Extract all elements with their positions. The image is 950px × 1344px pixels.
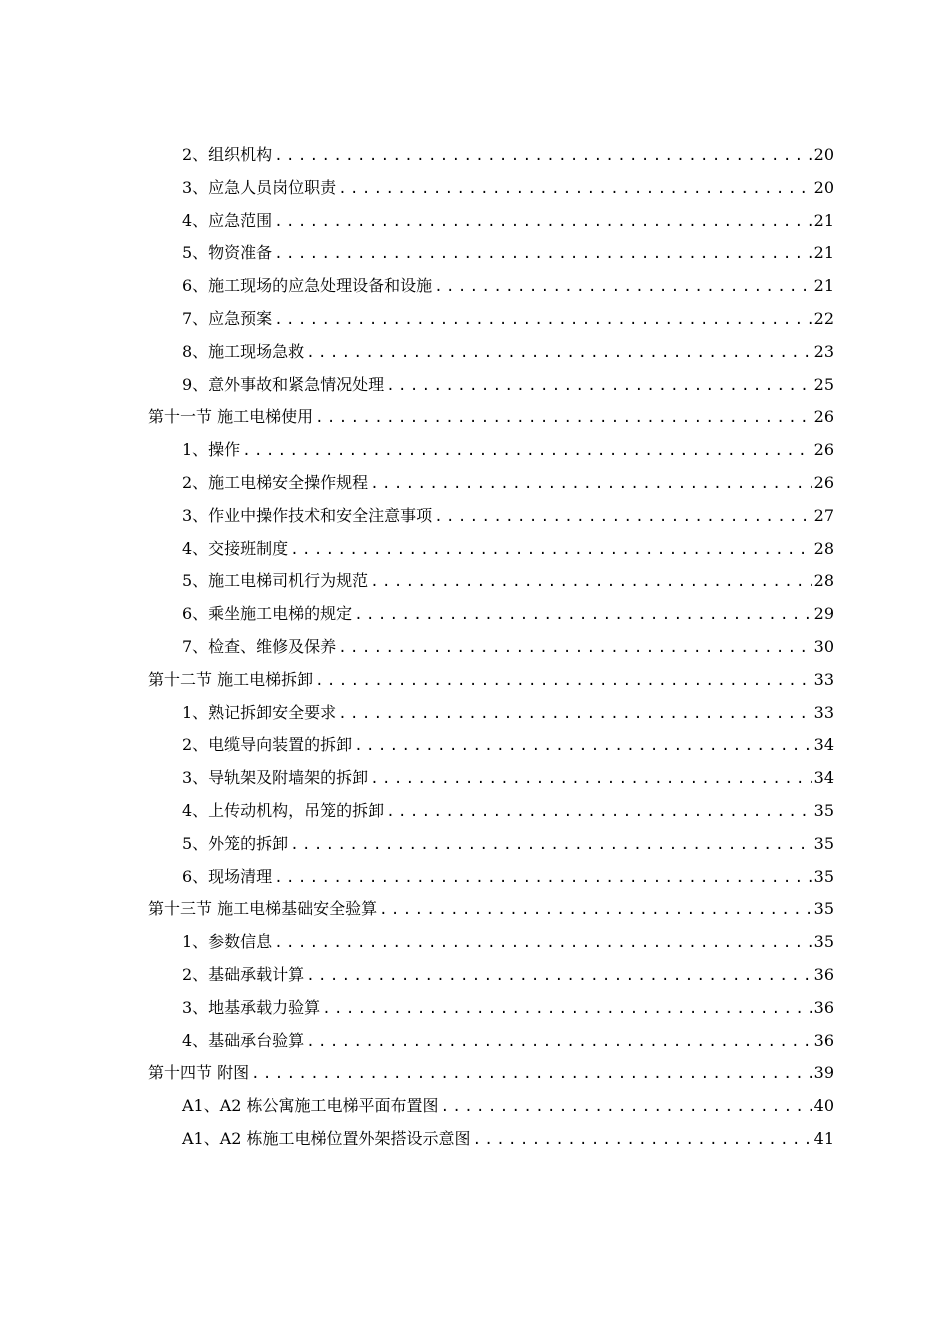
toc-page-number: 21 bbox=[813, 243, 834, 263]
toc-dot-leader bbox=[290, 829, 811, 861]
toc-dot-leader bbox=[274, 206, 811, 238]
toc-page-number: 36 bbox=[813, 1030, 834, 1050]
toc-page-number: 35 bbox=[813, 932, 834, 952]
toc-subsection-link[interactable] bbox=[148, 631, 834, 664]
toc-page-number: 23 bbox=[813, 341, 834, 361]
toc-page-number: 35 bbox=[813, 800, 834, 820]
toc-subsection-link[interactable] bbox=[148, 959, 834, 992]
toc-page-number: 20 bbox=[813, 145, 834, 164]
toc-entry-title: 第十二节 施工电梯拆卸 bbox=[148, 669, 314, 689]
toc-entry-title: 7、检查、维修及保养 bbox=[182, 636, 337, 656]
toc-entry-title: A1、A2 栋施工电梯位置外架搭设示意图 bbox=[182, 1128, 471, 1148]
toc-dot-leader bbox=[315, 402, 812, 434]
toc-subsection-link[interactable] bbox=[148, 237, 834, 270]
toc-entry-title: 7、应急预案 bbox=[182, 308, 273, 328]
toc-subsection-link[interactable] bbox=[148, 1090, 834, 1123]
toc-subsection-link[interactable] bbox=[148, 795, 834, 828]
toc-page-number: 35 bbox=[813, 899, 834, 919]
toc-dot-leader bbox=[274, 927, 811, 959]
toc-section-link[interactable] bbox=[148, 401, 834, 434]
toc-page-number: 26 bbox=[813, 440, 834, 460]
toc-subsection-link[interactable] bbox=[148, 270, 834, 303]
toc-page-number: 25 bbox=[813, 374, 834, 394]
toc-page-number: 39 bbox=[813, 1063, 834, 1083]
toc-subsection-link[interactable] bbox=[148, 533, 834, 566]
toc-subsection-link[interactable] bbox=[148, 992, 834, 1025]
toc-subsection-link[interactable] bbox=[148, 1025, 834, 1058]
toc-page-number: 28 bbox=[813, 571, 834, 591]
toc-entry-title: 3、作业中操作技术和安全注意事项 bbox=[182, 505, 433, 525]
toc-subsection-link[interactable] bbox=[148, 926, 834, 959]
toc-subsection-link[interactable] bbox=[148, 500, 834, 533]
toc-entry-title: 5、施工电梯司机行为规范 bbox=[182, 571, 369, 591]
toc-entry-title: 2、施工电梯安全操作规程 bbox=[182, 472, 369, 492]
toc-entry-title: 1、操作 bbox=[182, 440, 241, 460]
toc-dot-leader bbox=[306, 960, 811, 992]
toc-page-number: 21 bbox=[813, 276, 834, 296]
toc-entry-title: 6、施工现场的应急处理设备和设施 bbox=[182, 276, 433, 296]
toc-dot-leader bbox=[274, 140, 811, 172]
toc-page-number: 30 bbox=[813, 636, 834, 656]
toc-dot-leader bbox=[354, 599, 811, 631]
toc-entry-title: 9、意外事故和紧急情况处理 bbox=[182, 374, 385, 394]
toc-entry-title: 3、导轨架及附墙架的拆卸 bbox=[182, 768, 369, 788]
toc-dot-leader bbox=[274, 238, 811, 270]
toc-dot-leader bbox=[386, 796, 811, 828]
toc-page-number: 21 bbox=[813, 210, 834, 230]
toc-subsection-link[interactable] bbox=[148, 729, 834, 762]
toc-entry-title: 第十三节 施工电梯基础安全验算 bbox=[148, 899, 378, 919]
toc-subsection-link[interactable] bbox=[148, 1123, 834, 1156]
table-of-contents bbox=[148, 139, 834, 1156]
toc-entry-title: 4、基础承台验算 bbox=[182, 1030, 305, 1050]
toc-subsection-link[interactable] bbox=[148, 369, 834, 402]
toc-entry-title: 2、电缆导向装置的拆卸 bbox=[182, 735, 353, 755]
toc-entry-title: 1、参数信息 bbox=[182, 932, 273, 952]
toc-page-number: 22 bbox=[813, 308, 834, 328]
toc-dot-leader bbox=[338, 173, 811, 205]
toc-dot-leader bbox=[306, 1026, 811, 1058]
toc-entry-title: 第十一节 施工电梯使用 bbox=[148, 407, 314, 427]
toc-entry-title: 2、基础承载计算 bbox=[182, 964, 305, 984]
toc-subsection-link[interactable] bbox=[148, 172, 834, 205]
toc-entry-title: A1、A2 栋公寓施工电梯平面布置图 bbox=[182, 1096, 439, 1116]
toc-dot-leader bbox=[242, 435, 811, 467]
toc-entry-title: 第十四节 附图 bbox=[148, 1063, 250, 1083]
toc-page-number: 29 bbox=[813, 604, 834, 624]
toc-dot-leader bbox=[386, 370, 811, 402]
toc-dot-leader bbox=[441, 1091, 812, 1123]
toc-page-number: 41 bbox=[813, 1128, 834, 1148]
toc-entry-title: 8、施工现场急救 bbox=[182, 341, 305, 361]
toc-entry-title: 4、上传动机构，吊笼的拆卸 bbox=[182, 800, 385, 820]
toc-page-number: 34 bbox=[813, 735, 834, 755]
toc-entry-title: 3、地基承载力验算 bbox=[182, 997, 321, 1017]
toc-dot-leader bbox=[434, 271, 811, 303]
toc-subsection-link[interactable] bbox=[148, 598, 834, 631]
toc-page-number: 26 bbox=[813, 407, 834, 427]
toc-dot-leader bbox=[251, 1058, 812, 1090]
toc-subsection-link[interactable] bbox=[148, 565, 834, 598]
toc-subsection-link[interactable] bbox=[148, 697, 834, 730]
toc-subsection-link[interactable] bbox=[148, 303, 834, 336]
toc-entry-title: 3、应急人员岗位职责 bbox=[182, 177, 337, 197]
toc-dot-leader bbox=[290, 534, 811, 566]
toc-entry-title: 2、组织机构 bbox=[182, 145, 273, 164]
toc-dot-leader bbox=[306, 337, 811, 369]
toc-subsection-link[interactable] bbox=[148, 762, 834, 795]
toc-section-link[interactable] bbox=[148, 893, 834, 926]
toc-page-number: 28 bbox=[813, 538, 834, 558]
toc-dot-leader bbox=[370, 763, 811, 795]
toc-dot-leader bbox=[370, 566, 811, 598]
toc-page-number: 35 bbox=[813, 866, 834, 886]
toc-page-number: 33 bbox=[813, 702, 834, 722]
toc-subsection-link[interactable] bbox=[148, 828, 834, 861]
toc-dot-leader bbox=[274, 862, 811, 894]
toc-page-number: 40 bbox=[813, 1096, 834, 1116]
toc-page-number: 36 bbox=[813, 964, 834, 984]
toc-dot-leader bbox=[338, 632, 811, 664]
toc-entry-title: 6、乘坐施工电梯的规定 bbox=[182, 604, 353, 624]
toc-dot-leader bbox=[322, 993, 811, 1025]
toc-page-number: 35 bbox=[813, 833, 834, 853]
toc-page-number: 33 bbox=[813, 669, 834, 689]
toc-page-number: 36 bbox=[813, 997, 834, 1017]
toc-page-number: 34 bbox=[813, 768, 834, 788]
toc-entry-title: 5、物资准备 bbox=[182, 243, 273, 263]
toc-dot-leader bbox=[315, 665, 812, 697]
toc-subsection-link[interactable] bbox=[148, 336, 834, 369]
toc-page-number: 20 bbox=[813, 177, 834, 197]
toc-subsection-link[interactable] bbox=[148, 434, 834, 467]
toc-page-number: 26 bbox=[813, 472, 834, 492]
toc-subsection-link[interactable] bbox=[148, 139, 834, 172]
toc-section-link[interactable] bbox=[148, 664, 834, 697]
toc-entry-title: 1、熟记拆卸安全要求 bbox=[182, 702, 337, 722]
toc-page-number: 27 bbox=[813, 505, 834, 525]
toc-entry-title: 4、应急范围 bbox=[182, 210, 273, 230]
toc-subsection-link[interactable] bbox=[148, 861, 834, 894]
toc-dot-leader bbox=[473, 1124, 812, 1156]
toc-entry-title: 6、现场清理 bbox=[182, 866, 273, 886]
toc-subsection-link[interactable] bbox=[148, 205, 834, 238]
toc-entry-title: 5、外笼的拆卸 bbox=[182, 833, 289, 853]
toc-dot-leader bbox=[370, 468, 811, 500]
toc-dot-leader bbox=[379, 894, 812, 926]
toc-dot-leader bbox=[338, 698, 811, 730]
toc-subsection-link[interactable] bbox=[148, 467, 834, 500]
toc-dot-leader bbox=[354, 730, 811, 762]
toc-dot-leader bbox=[274, 304, 811, 336]
toc-entry-title: 4、交接班制度 bbox=[182, 538, 289, 558]
toc-section-link[interactable] bbox=[148, 1057, 834, 1090]
toc-dot-leader bbox=[434, 501, 811, 533]
